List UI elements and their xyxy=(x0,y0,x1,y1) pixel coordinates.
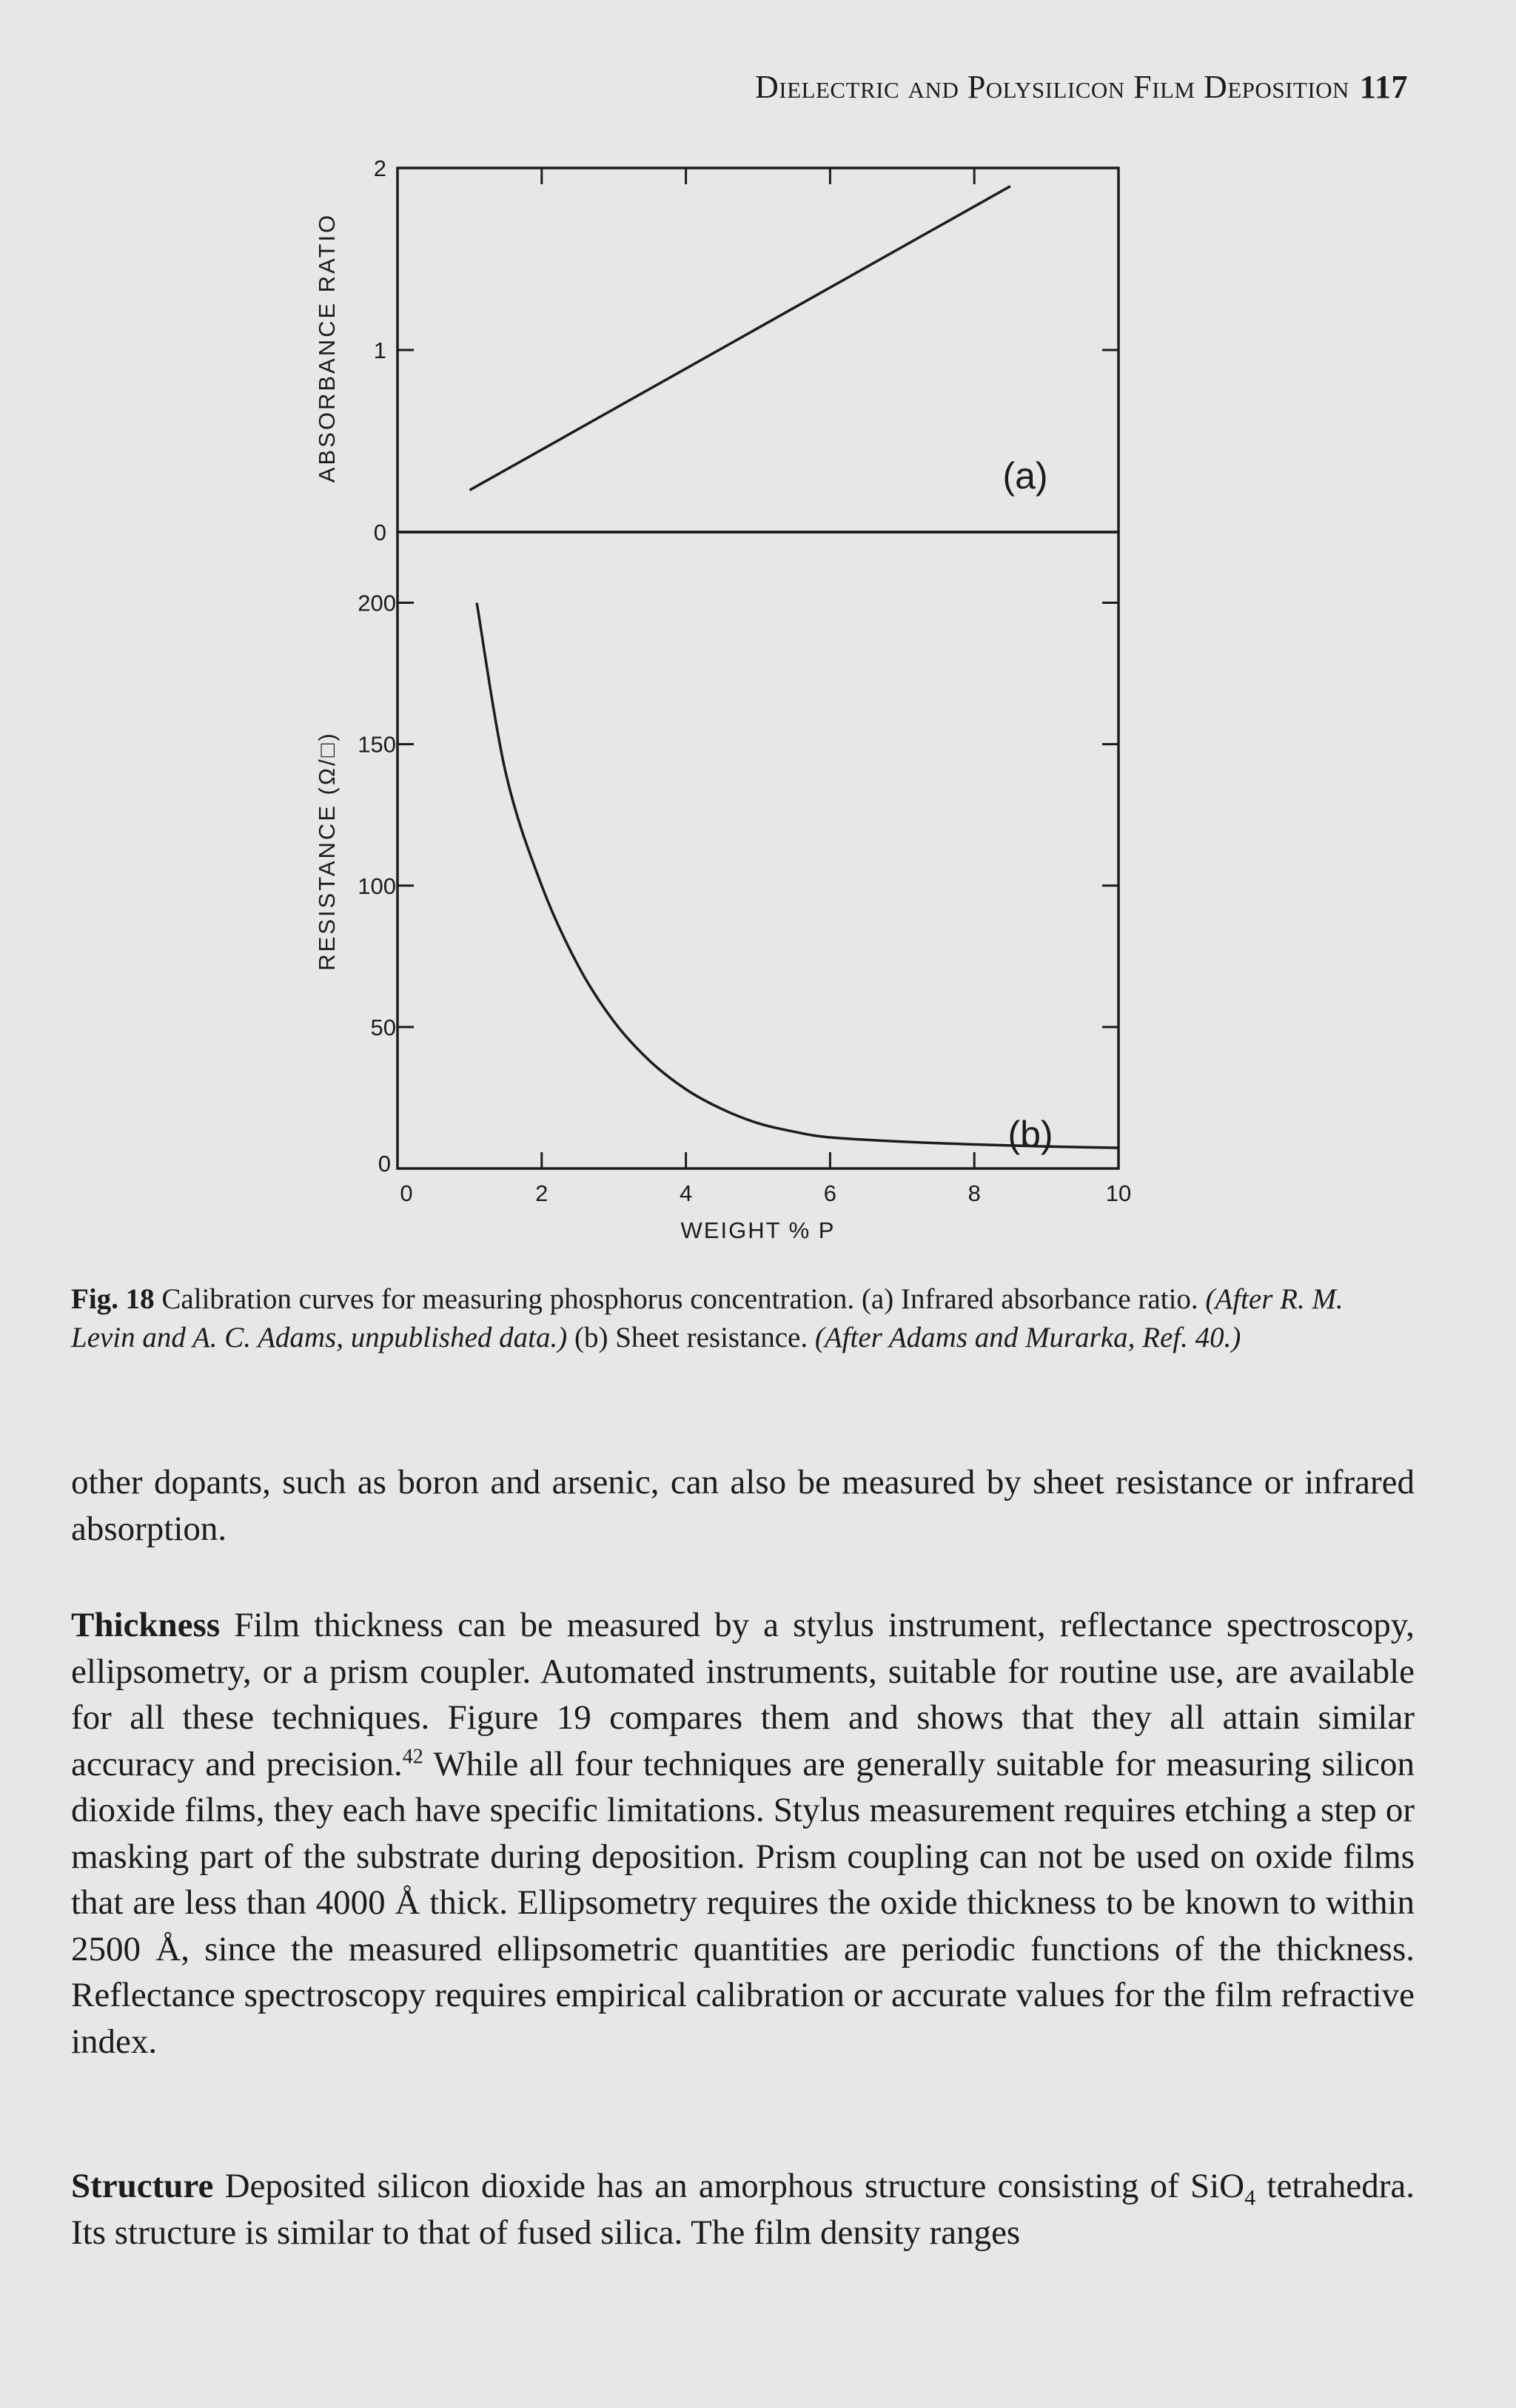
panel-b-xtick-label: 8 xyxy=(967,1180,981,1206)
structure-subscript: 4 xyxy=(1244,2185,1256,2210)
panel-b-ytick-label: 150 xyxy=(358,731,396,758)
structure-text-a: Deposited silicon dioxide has an amorphous structure consisting of SiO xyxy=(224,2167,1245,2205)
figure-caption xyxy=(71,1280,1411,1357)
thickness-text-a: Film thickness can be measured by a stylus instrument, reflectance spectroscopy, ellipsometry, or a prism coupler. Automated instruments, suitable for routine use, are available for all these techniques. Figure 19 compares them and shows that they all attain similar accuracy and precision. xyxy=(71,1606,1415,1783)
thickness-heading: Thickness xyxy=(71,1606,221,1644)
running-head-title: Dielectric and Polysilicon Film Deposition xyxy=(754,69,1349,105)
panel-b-xlabel: WEIGHT % P xyxy=(680,1217,836,1243)
panel-b-label: (b) xyxy=(1007,1114,1053,1155)
panel-b-ytick-label: 50 xyxy=(370,1014,396,1040)
panel-b-ytick-label: 100 xyxy=(358,872,396,899)
caption-figure-label: Fig. 18 xyxy=(71,1283,155,1315)
panel-b-ytick-label: 200 xyxy=(358,590,396,616)
panel-a-ticks xyxy=(398,168,1118,350)
panel-a-label: (a) xyxy=(1002,455,1048,497)
panel-b-frame xyxy=(398,532,1118,1168)
panel-b-ytick-label: 0 xyxy=(378,1151,391,1177)
panel-a-ytick-label: 1 xyxy=(373,337,386,363)
thickness-text-b: While all four techniques are generally suitable for measuring silicon dioxide films, they each have specific limitations. Stylus measurement requires etching a step or masking part of the substrate during deposition. Prism coupling can not be used on oxide films that are less than 4000 Å thick. Ellipsometry requires the oxide thickness to be known to within 2500 Å, since the measured ellipsometric quantities are periodic functions of the thickness. Reflectance spectroscopy requires empirical calibration or accurate values for the film refractive index. xyxy=(71,1744,1415,2061)
caption-part-b: (b) Sheet resistance. xyxy=(574,1322,808,1353)
panel-a-ytick-label: 0 xyxy=(373,519,386,545)
panel-b-ticks xyxy=(398,603,1118,1168)
paragraph-dopants-text: other dopants, such as boron and arsenic, can also be measured by sheet resistance or infrared absorption. xyxy=(71,1463,1415,1548)
paragraph-thickness xyxy=(71,1602,1415,2065)
panel-a xyxy=(314,155,1118,545)
panel-a-ytick-label: 2 xyxy=(373,155,386,181)
panel-b-xtick-label: 10 xyxy=(1105,1180,1132,1206)
caption-credit-a: (After R. M. Levin and A. C. Adams, unpublished data.) xyxy=(71,1283,1344,1353)
panel-a-tick-labels xyxy=(374,155,386,545)
resistance-series-line xyxy=(477,603,1118,1148)
absorbance-series-line xyxy=(469,186,1010,491)
paragraph-dopants xyxy=(71,1459,1415,1552)
page-number: 117 xyxy=(1359,69,1408,105)
paragraph-structure xyxy=(71,2163,1415,2256)
panel-b-ylabel: RESISTANCE (Ω/□) xyxy=(314,731,340,971)
caption-credit-b: (After Adams and Murarka, Ref. 40.) xyxy=(814,1322,1241,1353)
structure-heading: Structure xyxy=(71,2167,214,2205)
panel-b-xtick-label: 2 xyxy=(535,1180,549,1206)
panel-b-xtick-label: 0 xyxy=(400,1180,413,1206)
structure-text-b: tetrahedra. Its structure is similar to that of fused silica. The film density ranges xyxy=(71,2167,1415,2252)
panel-b-xtick-label: 4 xyxy=(679,1180,693,1206)
panel-b-xtick-label: 6 xyxy=(823,1180,837,1206)
panel-a-ylabel: ABSORBANCE RATIO xyxy=(314,212,340,483)
panel-b xyxy=(314,532,1131,1243)
caption-part-a: Calibration curves for measuring phosphorus concentration. (a) Infrared absorbance ratio. xyxy=(161,1283,1198,1315)
reference-42: 42 xyxy=(402,1744,423,1768)
